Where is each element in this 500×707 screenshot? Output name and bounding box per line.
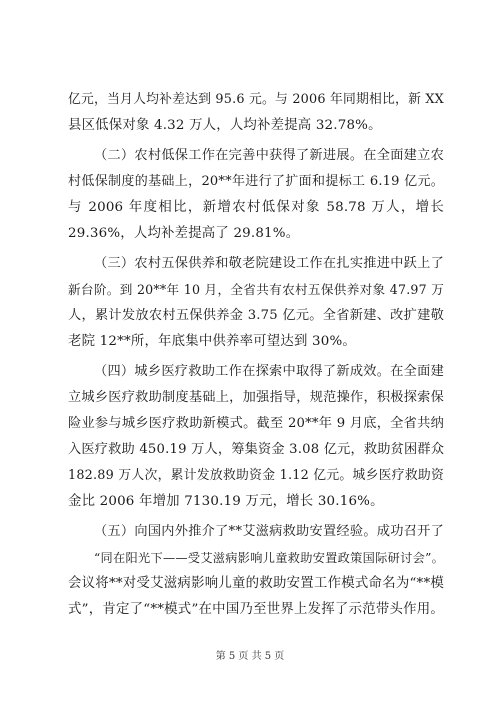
body-line: “同在阳光下——受艾滋病影响儿童救助安置政策国际研讨会”。	[94, 551, 444, 565]
body-line: 入医疗救助 450.19 万人，筹集资金 3.08 亿元，救助贫困群众	[68, 442, 445, 457]
body-line: 险业参与城乡医疗救助新模式。截至 20**年 9 月底，全省共纳	[68, 416, 444, 431]
body-line: 村低保制度的基础上，20**年进行了扩面和提标工 6.19 亿元。	[68, 174, 444, 189]
body-line: 县区低保对象 4.32 万人，人均补差提高 32.78%。	[68, 118, 382, 133]
body-line: 人，累计发放农村五保供养金 3.75 亿元。全省新建、改扩建敬	[68, 308, 444, 323]
paragraph-5-heading-line: （五）向国内外推介了**艾滋病救助安置经验。成功召开了	[94, 524, 444, 539]
body-line: 老院 12**所，年底集中供养率可望达到 30%。	[68, 334, 356, 349]
body-line: 与 2006 年度相比，新增农村低保对象 58.78 万人，增长	[68, 200, 444, 215]
paragraph-3-heading-line: （三）农村五保供养和敬老院建设工作在扎实推进中跃上了	[94, 256, 444, 271]
body-line: 亿元，当月人均补差达到 95.6 元。与 2006 年同期相比，新 XX	[68, 92, 444, 107]
body-line: 182.89 万人次，累计发放救助资金 1.12 亿元。城乡医疗救助资	[68, 468, 444, 483]
body-line: 新台阶。到 20**年 10 月，全省共有农村五保供养对象 47.97 万	[68, 282, 444, 297]
page-footer: 第 5 页 共 5 页	[215, 651, 285, 662]
body-line: 金比 2006 年增加 7130.19 万元，增长 30.16%。	[68, 494, 384, 509]
body-line: 式”，肯定了“**模式”在中国乃至世界上发挥了示范带头作用。	[68, 602, 444, 617]
body-line: 立城乡医疗救助制度基础上，加强指导，规范操作，积极探索保	[68, 390, 444, 405]
body-line: 29.36%，人均补差提高了 29.81%。	[68, 226, 300, 241]
body-line: 会议将**对受艾滋病影响儿童的救助安置工作模式命名为“**模	[68, 576, 444, 591]
paragraph-2-heading-line: （二）农村低保工作在完善中获得了新进展。在全面建立农	[94, 148, 444, 163]
paragraph-4-heading-line: （四）城乡医疗救助工作在探索中取得了新成效。在全面建	[94, 364, 444, 379]
